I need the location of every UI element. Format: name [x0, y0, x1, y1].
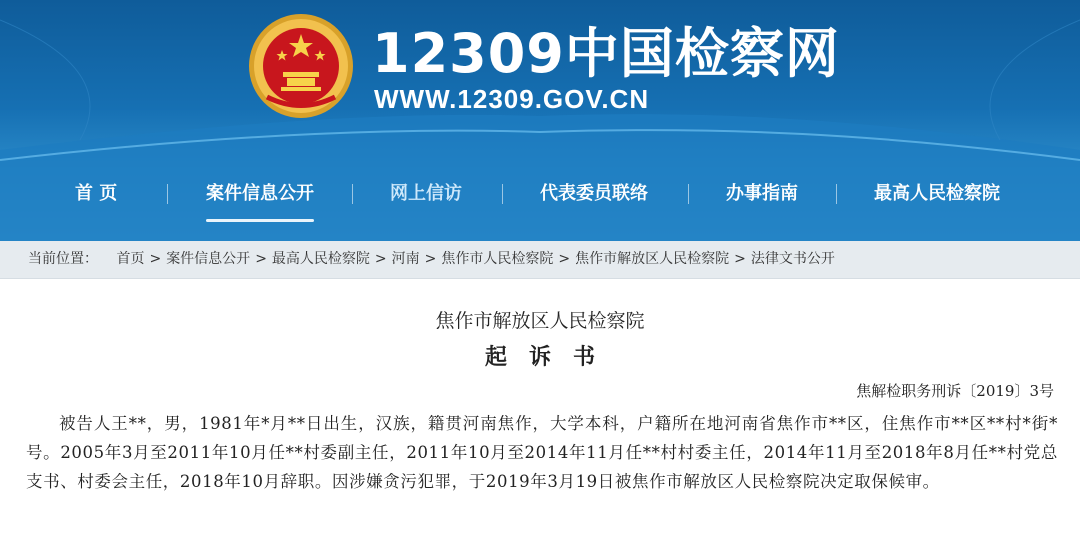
procuratorate-emblem-icon[interactable]: [247, 12, 355, 120]
nav-item-deputy-liaison[interactable]: 代表委员联络: [540, 183, 648, 204]
breadcrumb-prefix: 当前位置：: [28, 251, 98, 267]
nav-divider: [167, 184, 168, 204]
document-number: 焦解检职务刑诉〔2019〕3号: [856, 382, 1054, 400]
site-title[interactable]: 12309中国检察网: [372, 22, 840, 85]
main-nav: [0, 150, 1080, 240]
document-organization: 焦作市解放区人民检察院: [435, 310, 645, 332]
breadcrumb-separator: >: [149, 251, 162, 267]
breadcrumb-item-jiefang[interactable]: 焦作市解放区人民检察院: [575, 251, 730, 267]
breadcrumb-separator: >: [558, 251, 571, 267]
nav-item-home[interactable]: 首 页: [75, 183, 118, 204]
breadcrumb-item-jiaozuo[interactable]: 焦作市人民检察院: [441, 251, 554, 267]
nav-item-supreme-procuratorate[interactable]: 最高人民检察院: [874, 183, 1000, 204]
nav-divider: [836, 184, 837, 204]
document-title: 起诉书: [484, 344, 617, 370]
nav-divider: [502, 184, 503, 204]
breadcrumb-item-henan[interactable]: 河南: [391, 251, 420, 267]
breadcrumb-item-case-info[interactable]: 案件信息公开: [166, 251, 251, 267]
nav-divider: [352, 184, 353, 204]
breadcrumb-item-supreme[interactable]: 最高人民检察院: [271, 251, 370, 267]
breadcrumb-separator: >: [424, 251, 437, 267]
breadcrumb: [0, 241, 1080, 279]
breadcrumb-separator: >: [374, 251, 387, 267]
document-content: [0, 279, 1080, 541]
breadcrumb-item-legal-docs[interactable]: 法律文书公开: [750, 251, 835, 267]
site-header: [0, 0, 1080, 241]
site-url[interactable]: WWW.12309.GOV.CN: [374, 84, 650, 114]
nav-divider: [688, 184, 689, 204]
nav-item-guide[interactable]: 办事指南: [726, 183, 798, 204]
document-body: 被告人王**，男，1981年*月**日出生，汉族，籍贯河南焦作，大学本科，户籍所在地河南省焦作市**区，住焦作市**区**村*街*号。2005年3月至2011年10月任**村委副主任，2011年10月至2014年11月任**村村委主任，2014年11月至2018年8月任**村党总支书、村委会主任，2018年10月辞职。因涉嫌贪污犯罪，于2019年3月19日被焦作市解放区人民检察院决定取保候审。: [26, 414, 1058, 491]
nav-item-online-petition[interactable]: 网上信访: [390, 183, 462, 204]
nav-item-case-info[interactable]: 案件信息公开: [206, 183, 314, 204]
breadcrumb-separator: >: [255, 251, 267, 267]
breadcrumb-item-home[interactable]: 首页: [116, 251, 145, 267]
breadcrumb-separator: >: [734, 251, 746, 267]
